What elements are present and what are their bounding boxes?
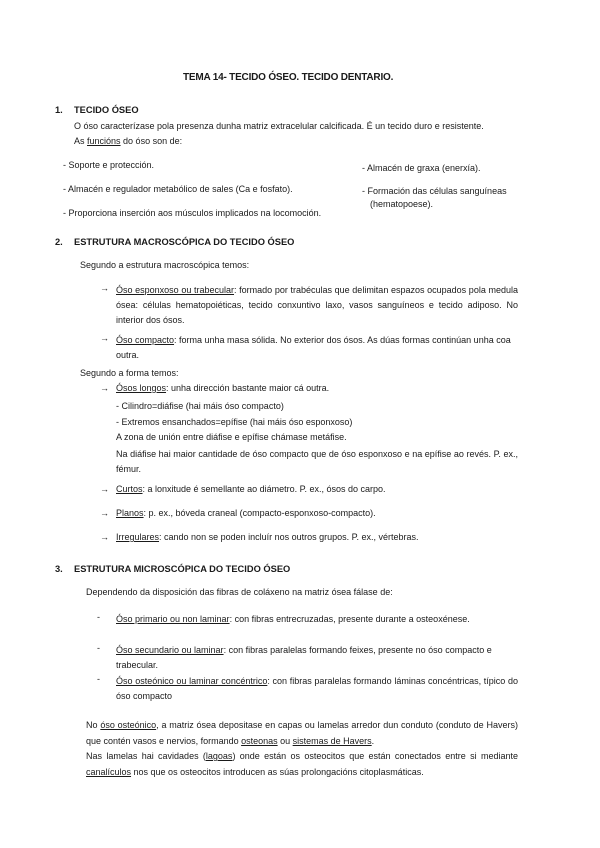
compact-bone-item <box>116 333 518 363</box>
short-bones-item <box>116 484 386 495</box>
arrow-icon: → <box>100 283 109 293</box>
function-item-right: - Formación das células sanguíneas <box>362 186 507 196</box>
irregular-bones-term: Irregulares <box>116 532 160 542</box>
flat-bones-item <box>116 508 376 519</box>
text-run: nos que os osteocitos introducen as súas prolongacións citoplasmáticas. <box>131 766 424 777</box>
section-1-heading: TECIDO ÓSEO <box>74 105 139 115</box>
arrow-icon: → <box>100 333 109 343</box>
arrow-icon: → <box>100 508 109 518</box>
page-title: TEMA 14- TECIDO ÓSEO. TECIDO DENTARIO. <box>183 72 394 83</box>
flat-bones-term: Planos <box>116 508 144 518</box>
long-bones-term: Ósos longos <box>116 383 167 393</box>
secondary-bone-term: Óso secundario ou laminar <box>116 645 224 655</box>
function-item: - Almacén e regulador metabólico de sales (Ca e fosfato). <box>63 184 293 194</box>
secondary-bone-item <box>116 643 518 673</box>
spongy-bone-text: : formado por trabéculas que delimitan espazos ocupados pola medula ósea: células hematopoiéticas, tecido conxuntivo laxo, vasos sanguíneos e tecido adiposo. No interior dos ósos. <box>116 285 518 325</box>
function-item-right: - Almacén de graxa (enerxía). <box>362 163 481 173</box>
osteons-term: osteonas <box>241 735 278 746</box>
osteonic-term: óso osteónico <box>100 720 157 730</box>
long-bones-text: : unha dirección bastante maior cá outra. <box>166 383 330 393</box>
section-3-intro: Dependendo da disposición das fibras de coláxeno na matriz ósea fálase de: <box>86 587 393 597</box>
text-run: No <box>86 720 101 730</box>
flat-bones-text: : p. ex., bóveda craneal (compacto-esponxoso-compacto). <box>143 508 376 518</box>
primary-bone-item <box>116 612 476 627</box>
arrow-icon: → <box>100 484 109 494</box>
paragraph-osteon <box>86 718 518 780</box>
text-run: ) onde están os osteocitos que están conectados entre si mediante <box>232 751 518 761</box>
long-bones-detail: Na diáfise hai maior cantidade de óso compacto que de óso esponxoso e na epífise ao revés. P. ex., fémur. <box>116 449 518 474</box>
section-1-number: 1. <box>55 105 63 115</box>
long-bones-detail: - Cilindro=diáfise (hai máis óso compacto) <box>116 401 284 411</box>
section-2-number: 2. <box>55 237 63 247</box>
lacunae-term: lagoas <box>205 751 233 761</box>
osteonic-bone-term: Óso osteónico ou laminar concéntrico <box>116 676 268 686</box>
long-bones-detail: A zona de unión entre diáfise e epífise chámase metáfise. <box>116 432 347 442</box>
function-item: - Proporciona inserción aos músculos implicados na locomoción. <box>63 208 322 218</box>
spongy-bone-term: Óso esponxoso ou trabecular <box>116 285 235 295</box>
osteonic-bone-text: : con fibras paralelas formando láminas concéntricas, típico do óso compacto <box>116 676 518 701</box>
section-2-intro: Segundo a estrutura macroscópica temos: <box>80 260 250 270</box>
arrow-icon: → <box>100 383 109 393</box>
canaliculi-term: canalículos <box>86 766 132 777</box>
arrow-icon: → <box>100 532 109 542</box>
functions-intro <box>74 136 182 147</box>
text-run: ou <box>277 735 293 746</box>
irregular-bones-item <box>116 532 419 543</box>
osteonic-bone-item <box>116 674 518 704</box>
irregular-bones-text: : cando non se poden incluír nos outros grupos. P. ex., vértebras. <box>159 532 419 542</box>
function-item: - Soporte e protección. <box>63 160 155 170</box>
long-bones-item <box>116 383 329 394</box>
primary-bone-text: : con fibras entrecruzadas, presente durante a osteoxénese. <box>229 614 470 624</box>
functions-prefix: As <box>74 136 88 146</box>
text-run: . <box>371 735 375 746</box>
text-run: , a matriz ósea depositase en capas ou lamelas arredor dun conduto (conduto de Havers) que contén vasos e nervios, formando <box>86 720 518 746</box>
list-dash: - <box>97 612 100 622</box>
compact-bone-term: Óso compacto <box>116 335 175 345</box>
compact-bone-text: : forma unha masa sólida. No exterior dos ósos. As dúas formas continúan unha coa outra. <box>116 335 511 360</box>
section-3-number: 3. <box>55 564 63 574</box>
functions-link: funcións <box>87 136 121 146</box>
short-bones-text: : a lonxitude é semellante ao diámetro. P. ex., ósos do carpo. <box>142 484 386 494</box>
list-dash: - <box>97 643 100 653</box>
primary-bone-term: Óso primario ou non laminar <box>116 614 230 624</box>
functions-suffix: do óso son de: <box>120 136 183 146</box>
function-item-right-cont: (hematopoese). <box>370 199 434 209</box>
short-bones-term: Curtos <box>116 484 143 494</box>
text-run: Nas lamelas hai cavidades ( <box>86 751 206 761</box>
list-dash: - <box>97 674 100 684</box>
spongy-bone-item <box>116 283 518 328</box>
secondary-bone-text: : con fibras paralelas formando feixes, presente no óso compacto e trabecular. <box>116 645 492 670</box>
section-1-intro: O óso caracterízase pola presenza dunha matriz extracelular calcificada. É un tecido duro e resistente. <box>74 121 484 131</box>
haversian-systems-term: sistemas de Havers <box>292 735 372 746</box>
section-3-heading: ESTRUTURA MICROSCÓPICA DO TECIDO ÓSEO <box>74 564 291 574</box>
long-bones-detail: - Extremos ensanchados=epífise (hai máis óso esponxoso) <box>116 417 353 427</box>
shape-intro: Segundo a forma temos: <box>80 368 179 378</box>
section-2-heading: ESTRUTURA MACROSCÓPICA DO TECIDO ÓSEO <box>74 237 295 247</box>
